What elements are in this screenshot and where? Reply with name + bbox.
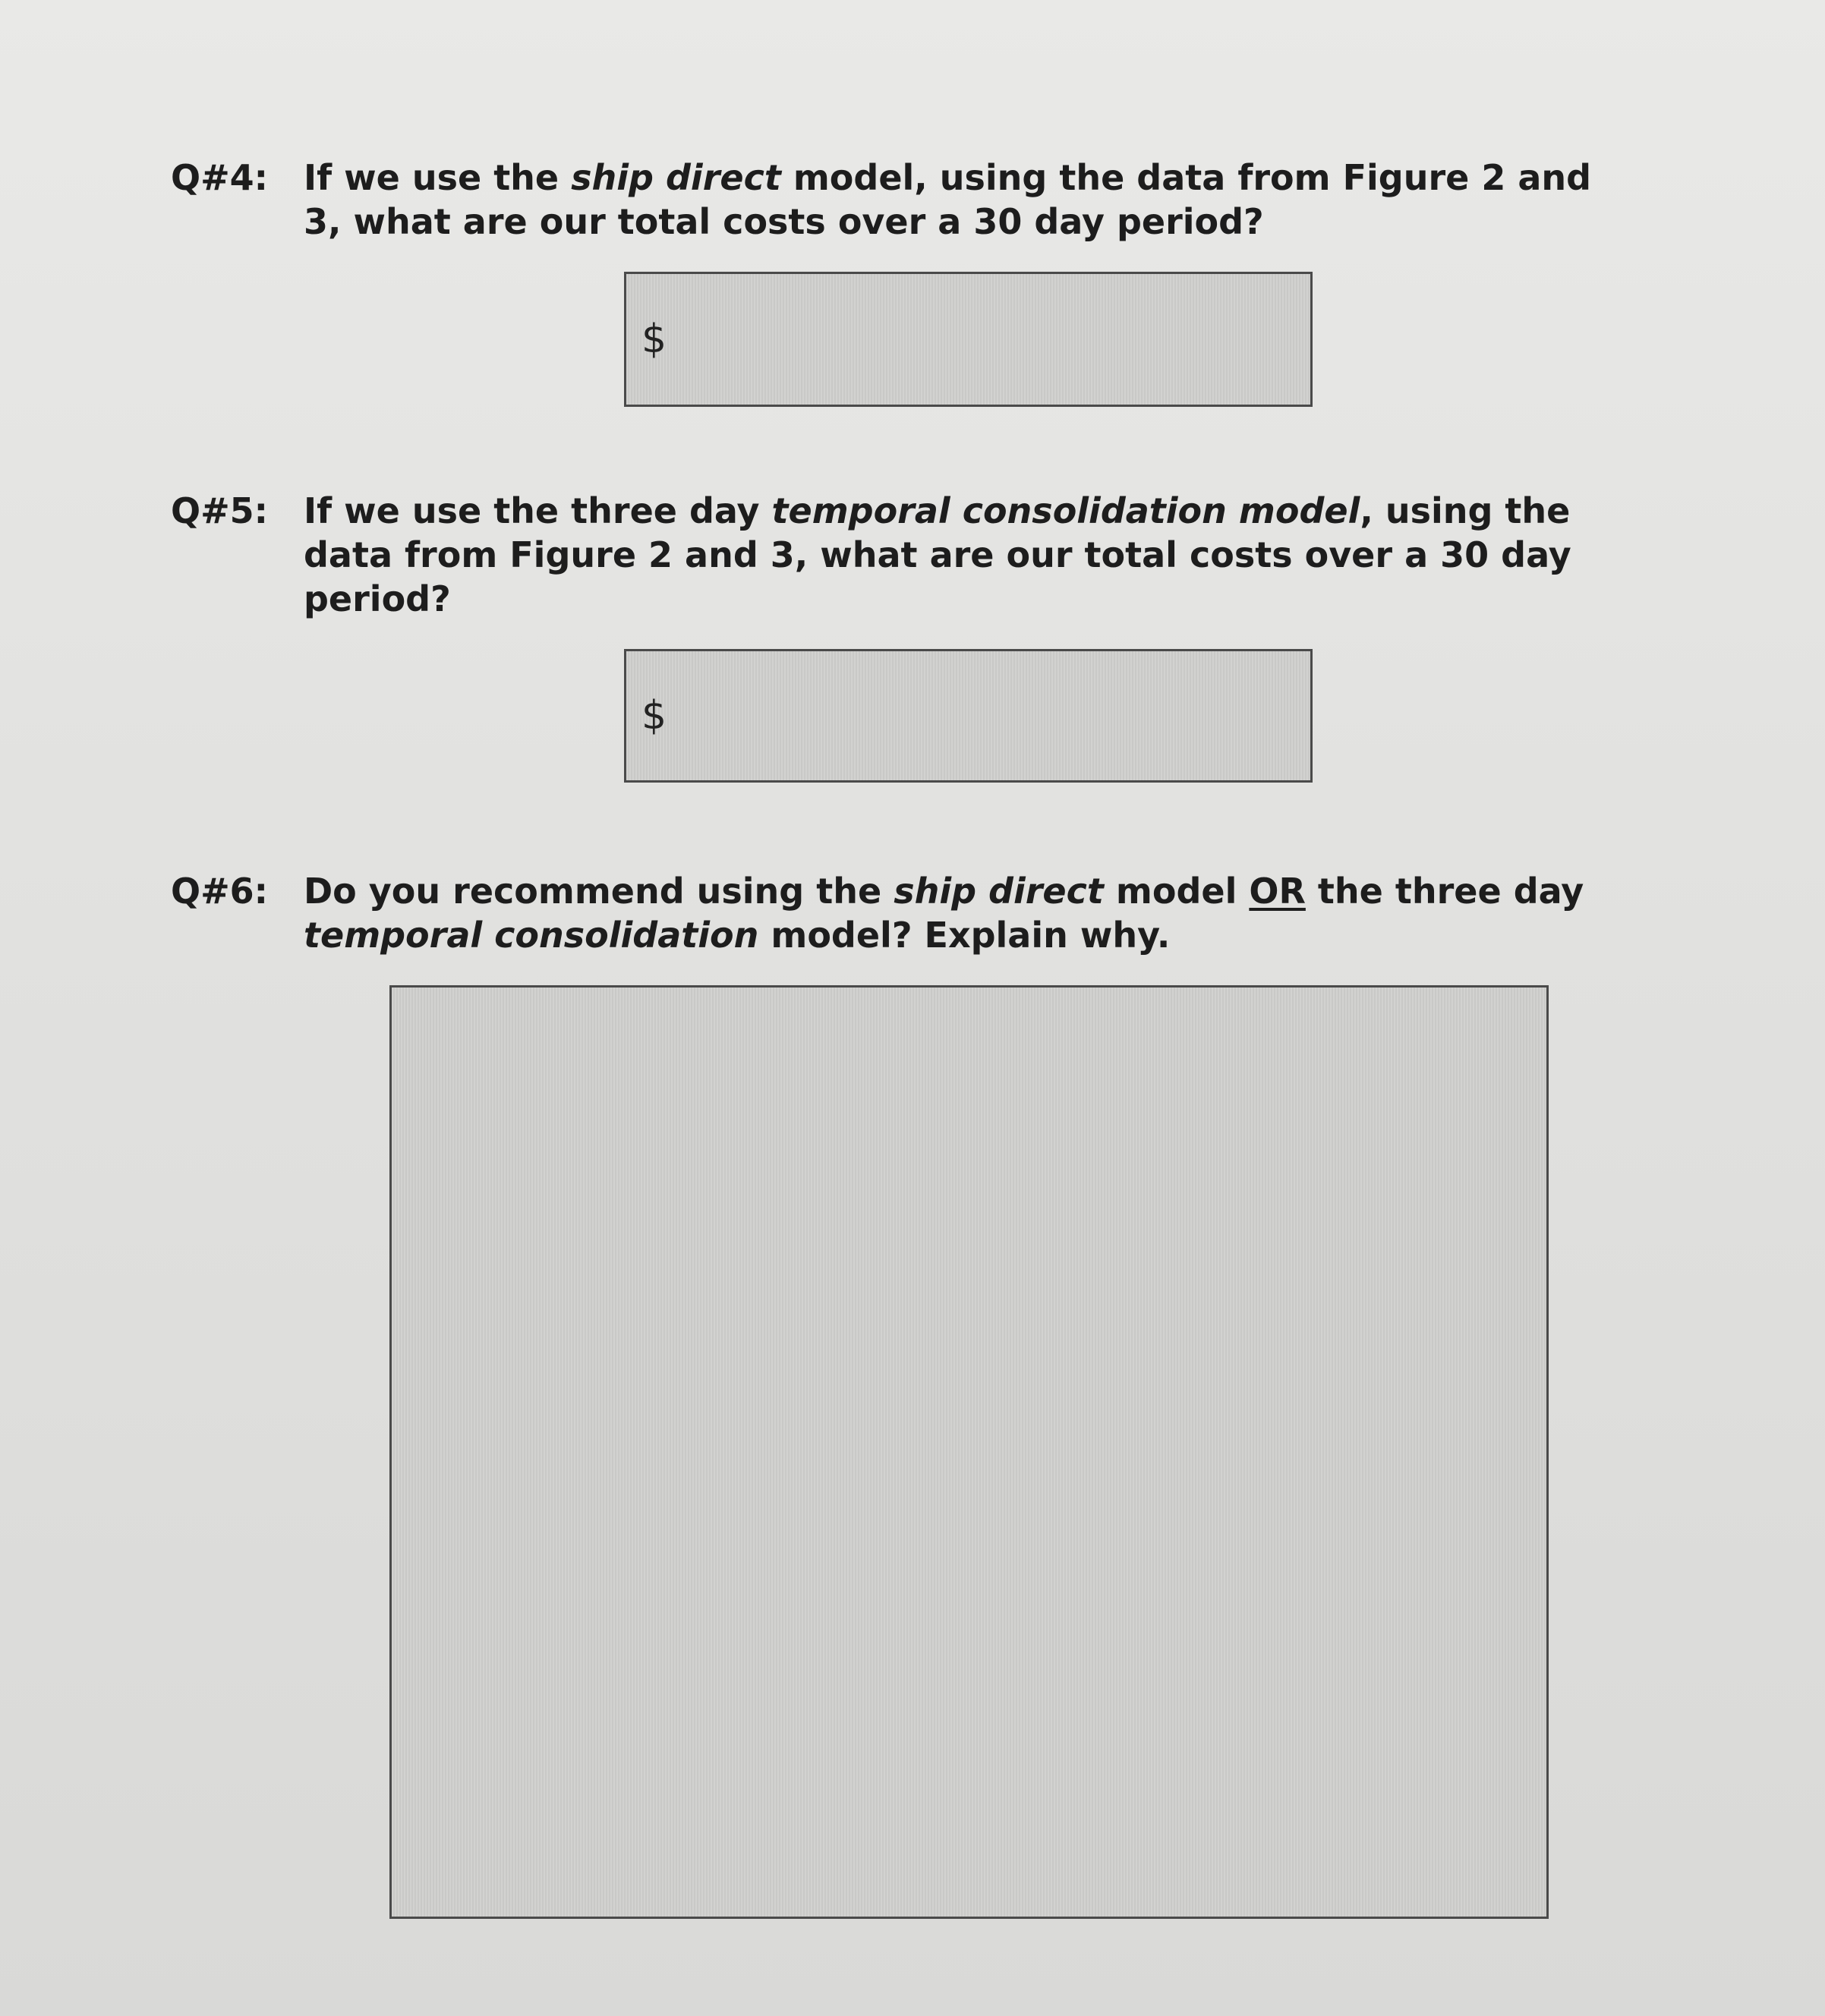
currency-symbol: $: [641, 693, 667, 739]
question-5-number: Q#5:: [171, 490, 269, 531]
question-6-number: Q#6:: [171, 871, 269, 912]
question-5-answer-field[interactable]: [624, 649, 1313, 783]
question-4-answer-field[interactable]: [624, 272, 1313, 407]
question-6-text: Do you recommend using the ship direct model OR the three day temporal consolidation model? Explain why.: [304, 871, 1584, 956]
question-6-answer-area[interactable]: [389, 985, 1549, 1919]
question-4-number: Q#4:: [171, 157, 269, 198]
question-5-text: If we use the three day temporal consolidation model, using the data from Figure 2 and 3, what are our total costs over a 30 day period?: [304, 490, 1571, 619]
currency-symbol: $: [641, 317, 667, 362]
question-4-text: If we use the ship direct model, using the data from Figure 2 and 3, what are our total costs over a 30 day period?: [304, 157, 1592, 242]
